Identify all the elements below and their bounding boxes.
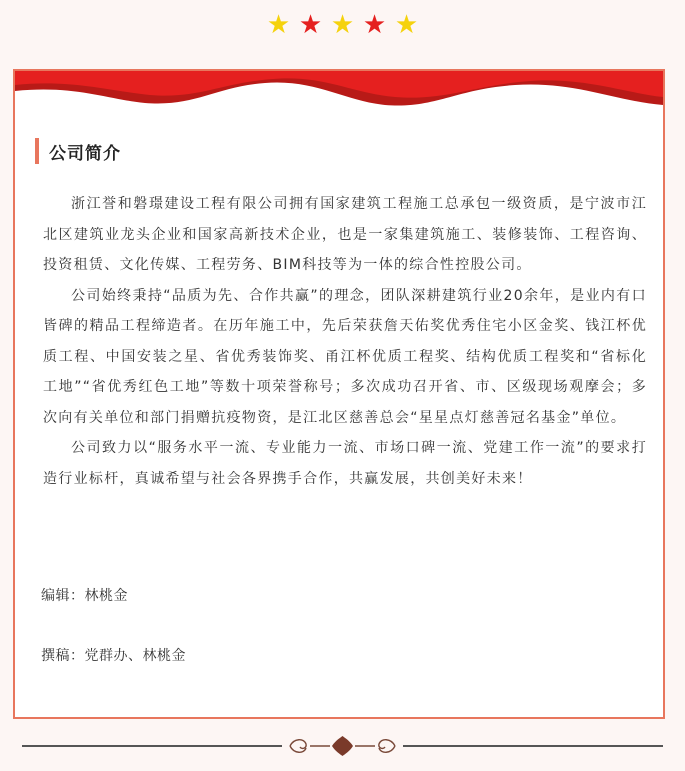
section-title: 公司简介 — [49, 143, 121, 164]
red-banner-wave — [15, 71, 663, 115]
writer-credit: 撰稿：党群办、林桃金 — [41, 648, 186, 664]
star-1-icon: ★ — [266, 10, 291, 40]
star-3-icon: ★ — [330, 10, 355, 40]
flourish-center-leaf — [332, 736, 353, 756]
editor-credit: 编辑：林桃金 — [41, 588, 128, 604]
star-2-icon: ★ — [298, 10, 323, 40]
section-heading — [35, 137, 121, 165]
ornamental-divider — [0, 734, 685, 758]
star-5-icon: ★ — [394, 10, 419, 40]
star-4-icon: ★ — [362, 10, 387, 40]
intro-paragraph-1: 浙江誉和磐璟建设工程有限公司拥有国家建筑工程施工总承包一级资质，是宁波市江北区建筑业龙头企业和国家高新技术企业，也是一家集建筑施工、装修装饰、工程咨询、投资租赁、文化传媒、工程劳务、BIM科技等为一体的综合性控股公司。 — [43, 196, 647, 273]
star-rating-decoration — [0, 8, 685, 42]
company-intro-card — [13, 69, 665, 719]
intro-paragraph-3: 公司致力以“服务水平一流、专业能力一流、市场口碑一流、党建工作一流”的要求打造行业标杆，真诚希望与社会各界携手合作，共赢发展，共创美好未来！ — [43, 440, 647, 487]
heading-accent-bar — [35, 138, 39, 164]
intro-paragraph-2: 公司始终秉持“品质为先、合作共赢”的理念，团队深耕建筑行业20余年，是业内有口皆碑的精品工程缔造者。在历年施工中，先后荣获詹天佑奖优秀住宅小区金奖、钱江杯优质工程、中国安装之星、省优秀装饰奖、甬江杯优质工程奖、结构优质工程奖和“省标化工地”“省优秀红色工地”等数十项荣誉称号；多次成功召开省、市、区级现场观摩会；多次向有关单位和部门捐赠抗疫物资，是江北区慈善总会“星星点灯慈善冠名基金”单位。 — [43, 287, 647, 426]
intro-body — [43, 189, 647, 494]
